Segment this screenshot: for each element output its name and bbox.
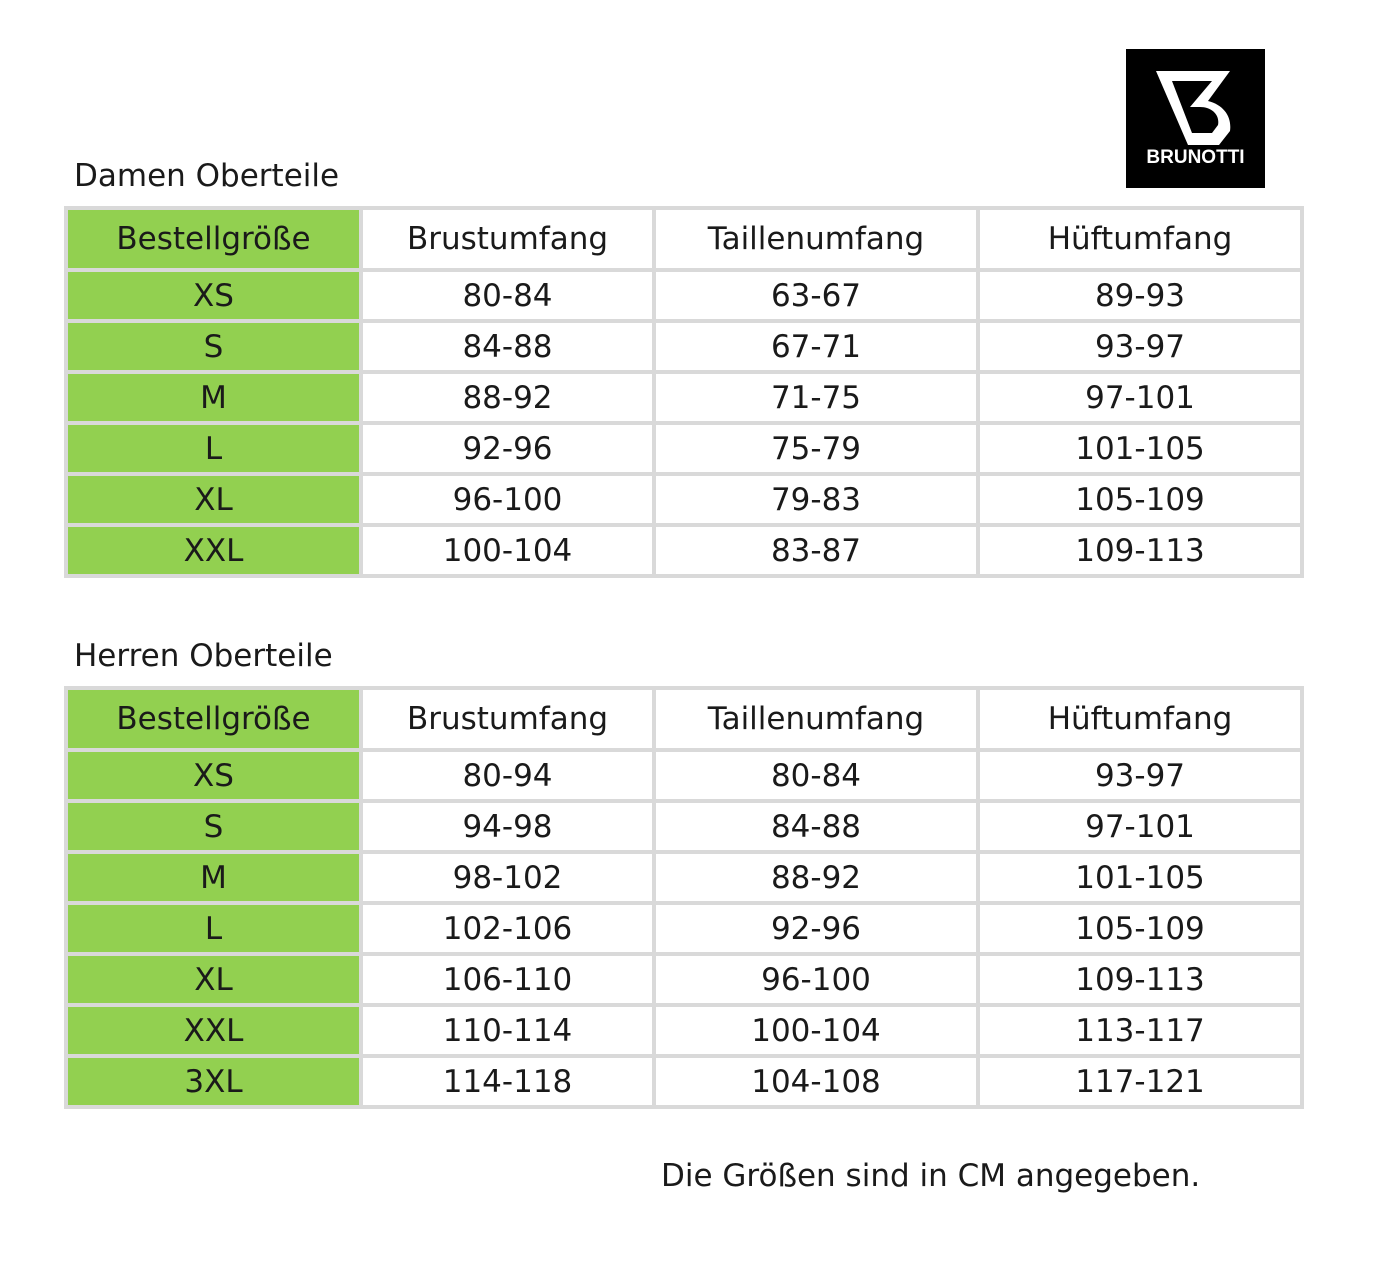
- header-waist: Taillenumfang: [656, 690, 976, 748]
- chest-value: 106-110: [363, 956, 652, 1003]
- chest-value: 102-106: [363, 905, 652, 952]
- herren-size-table: [64, 686, 1304, 1109]
- chest-value: 92-96: [363, 425, 652, 472]
- size-value: XS: [68, 272, 359, 319]
- brand-name: BRUNOTTI: [1146, 147, 1245, 168]
- hip-value: 101-105: [980, 854, 1300, 901]
- table-header-row: [68, 690, 1300, 748]
- size-value: M: [68, 374, 359, 421]
- waist-value: 83-87: [656, 527, 976, 574]
- chest-value: 94-98: [363, 803, 652, 850]
- table-row: [68, 1058, 1300, 1105]
- header-hip: Hüftumfang: [980, 690, 1300, 748]
- herren-title: Herren Oberteile: [74, 638, 333, 674]
- table-row: [68, 476, 1300, 523]
- damen-title: Damen Oberteile: [74, 158, 340, 194]
- size-value: S: [68, 803, 359, 850]
- table-row: [68, 803, 1300, 850]
- size-value: S: [68, 323, 359, 370]
- chest-value: 84-88: [363, 323, 652, 370]
- chest-value: 88-92: [363, 374, 652, 421]
- table-row: [68, 527, 1300, 574]
- size-value: XS: [68, 752, 359, 799]
- hip-value: 97-101: [980, 803, 1300, 850]
- size-value: L: [68, 905, 359, 952]
- chest-value: 80-94: [363, 752, 652, 799]
- size-value: L: [68, 425, 359, 472]
- size-value: 3XL: [68, 1058, 359, 1105]
- chest-value: 100-104: [363, 527, 652, 574]
- header-chest: Brustumfang: [363, 210, 652, 268]
- header-order-size: Bestellgröße: [68, 690, 359, 748]
- chest-value: 96-100: [363, 476, 652, 523]
- table-row: [68, 854, 1300, 901]
- hip-value: 109-113: [980, 956, 1300, 1003]
- chest-value: 98-102: [363, 854, 652, 901]
- waist-value: 104-108: [656, 1058, 976, 1105]
- table-row: [68, 374, 1300, 421]
- size-value: M: [68, 854, 359, 901]
- size-unit-note: Die Größen sind in CM angegeben.: [661, 1158, 1201, 1194]
- hip-value: 105-109: [980, 476, 1300, 523]
- header-waist: Taillenumfang: [656, 210, 976, 268]
- size-value: XXL: [68, 1007, 359, 1054]
- waist-value: 84-88: [656, 803, 976, 850]
- hip-value: 117-121: [980, 1058, 1300, 1105]
- hip-value: 109-113: [980, 527, 1300, 574]
- hip-value: 97-101: [980, 374, 1300, 421]
- waist-value: 88-92: [656, 854, 976, 901]
- hip-value: 93-97: [980, 323, 1300, 370]
- table-row: [68, 956, 1300, 1003]
- damen-size-table: [64, 206, 1304, 578]
- header-hip: Hüftumfang: [980, 210, 1300, 268]
- table-row: [68, 323, 1300, 370]
- waist-value: 96-100: [656, 956, 976, 1003]
- waist-value: 75-79: [656, 425, 976, 472]
- table-row: [68, 425, 1300, 472]
- waist-value: 100-104: [656, 1007, 976, 1054]
- waist-value: 63-67: [656, 272, 976, 319]
- chest-value: 110-114: [363, 1007, 652, 1054]
- table-row: [68, 905, 1300, 952]
- header-order-size: Bestellgröße: [68, 210, 359, 268]
- brand-logo: [1126, 49, 1265, 188]
- waist-value: 80-84: [656, 752, 976, 799]
- hip-value: 101-105: [980, 425, 1300, 472]
- waist-value: 79-83: [656, 476, 976, 523]
- waist-value: 71-75: [656, 374, 976, 421]
- table-row: [68, 752, 1300, 799]
- chest-value: 114-118: [363, 1058, 652, 1105]
- chest-value: 80-84: [363, 272, 652, 319]
- hip-value: 113-117: [980, 1007, 1300, 1054]
- hip-value: 89-93: [980, 272, 1300, 319]
- size-value: XXL: [68, 527, 359, 574]
- hip-value: 105-109: [980, 905, 1300, 952]
- header-chest: Brustumfang: [363, 690, 652, 748]
- waist-value: 92-96: [656, 905, 976, 952]
- table-row: [68, 272, 1300, 319]
- table-row: [68, 1007, 1300, 1054]
- hip-value: 93-97: [980, 752, 1300, 799]
- table-header-row: [68, 210, 1300, 268]
- waist-value: 67-71: [656, 323, 976, 370]
- size-value: XL: [68, 476, 359, 523]
- size-value: XL: [68, 956, 359, 1003]
